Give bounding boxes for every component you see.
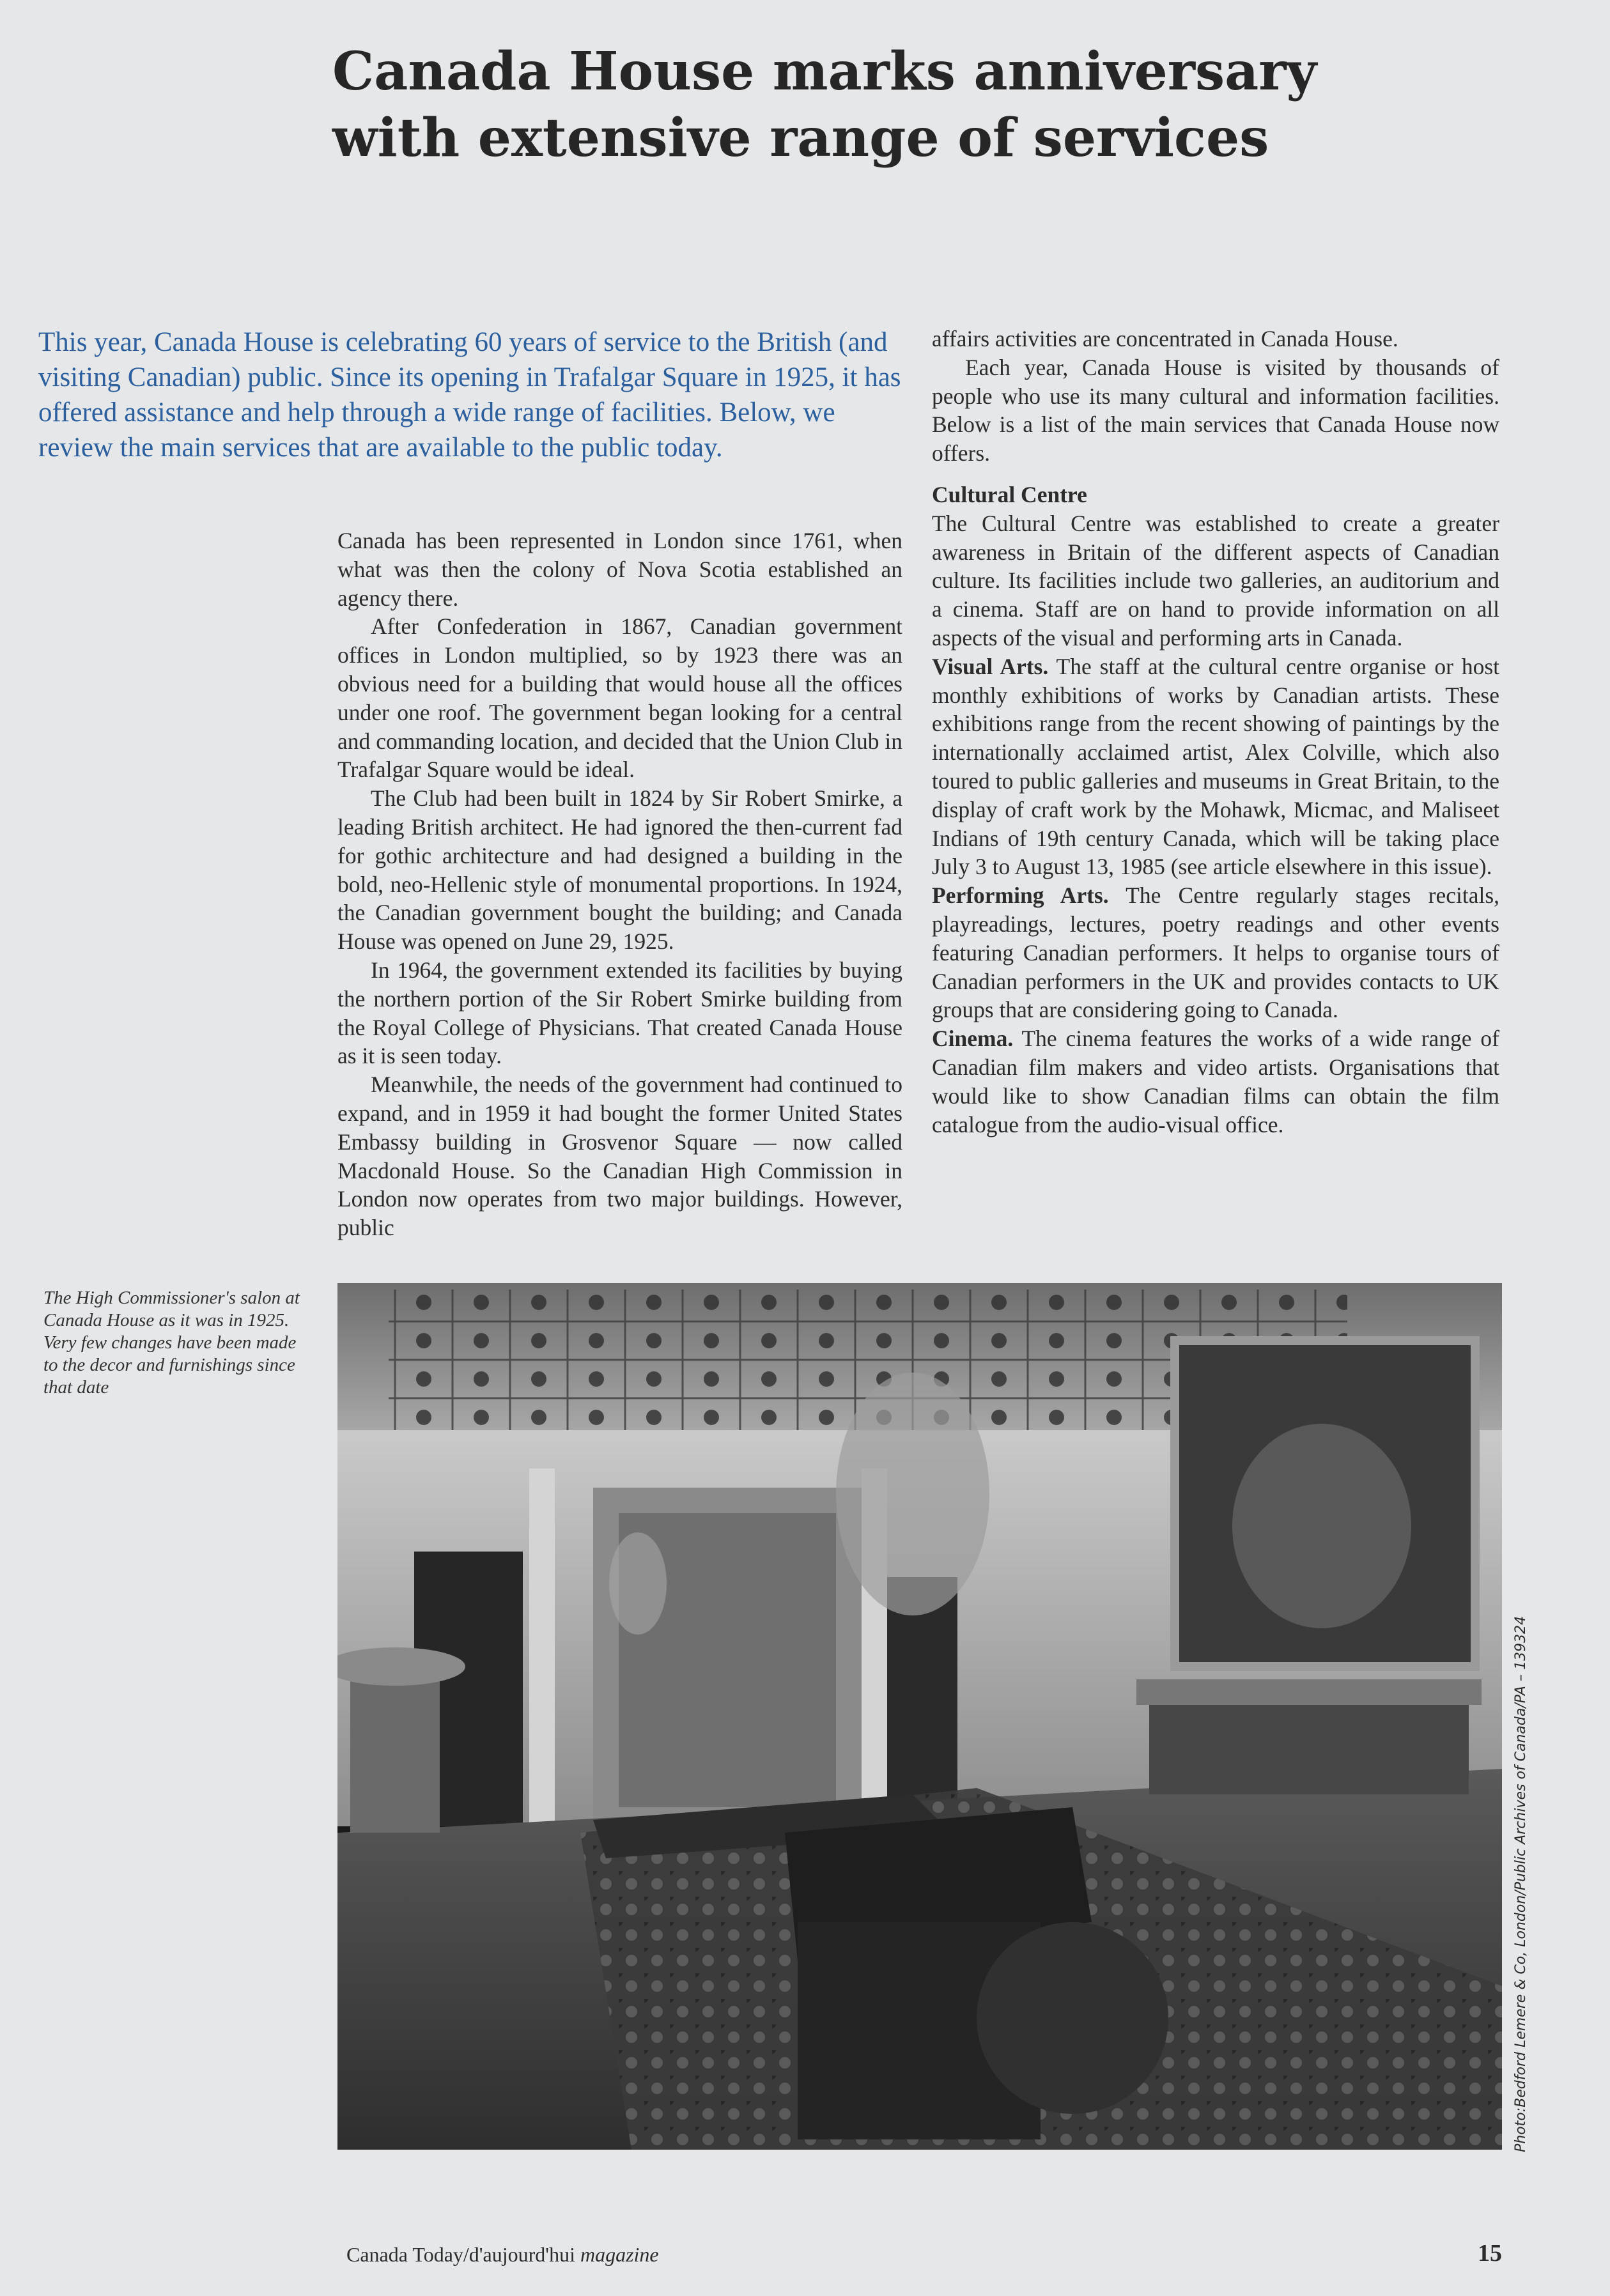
body-column-middle <box>337 527 902 1242</box>
body-paragraph: Each year, Canada House is visited by thousands of people who use its many cultural and information facilities. Below is a list of the main services that Canada House now offers. <box>932 354 1499 466</box>
body-paragraph: The Club had been built in 1824 by Sir Robert Smirke, a leading British architect. He had ignored the then-current fad for gothic architecture and had designed a building in the bold, neo-Hellenic style of monumental proportions. In 1924, the Canadian government bought the building; and Canada House was opened on June 29, 1925. <box>337 785 902 955</box>
body-paragraph: After Confederation in 1867, Canadian government offices in London multiplied, so by 1923 there was an obvious need for a building that would house all the offices under one roof. The government began looking for a central and commanding location, and decided that the Union Club in Trafalgar Square would be ideal. <box>337 613 902 783</box>
body-paragraph: affairs activities are concentrated in Canada House. <box>932 326 1398 351</box>
page-number: 15 <box>1478 2240 1502 2267</box>
paragraph-text: The cinema features the works of a wide range of Canadian film makers and video artists. Organisations that would like to show Canadian films can obtain the film catalogue from the audio-visual office. <box>932 1026 1499 1137</box>
magazine-word: magazine <box>580 2243 659 2266</box>
run-in-heading: Cinema. <box>932 1026 1014 1052</box>
body-paragraph: The Cultural Centre was established to create a greater awareness in Britain of the different aspects of Canadian culture. Its facilities include two galleries, an auditorium and a cinema. Staff are on hand to provide information on all aspects of the visual and performing arts in Canada. <box>932 510 1499 651</box>
photo-caption: The High Commissioner's salon at Canada House as it was in 1925. Very few changes have been made to the decor and furnishings since that date <box>43 1288 300 1398</box>
body-column-right <box>932 325 1499 1139</box>
article-intro: This year, Canada House is celebrating 60 years of service to the British (and visiting Canadian) public. Since its opening in Trafalgar Square in 1925, it has offered assistance and help through a wide range of facilities. Below, we review the main services that are available to the public today. <box>38 327 901 463</box>
body-paragraph: In 1964, the government extended its facilities by buying the northern portion of the Sir Robert Smirke building from the Royal College of Physicians. That created Canada House as it is seen today. <box>337 957 902 1069</box>
paragraph-text: The staff at the cultural centre organise or host monthly exhibitions of works by Canadian artists. These exhibitions range from the recent showing of paintings by the internationally acclaimed artist, Alex Colville, which also toured to public galleries and museums in Great Britain, to the display of craft work by the Mohawk, Micmac, and Maliseet Indians of 19th century Canada, which will be taking place July 3 to August 13, 1985 (see article elsewhere in this issue). <box>932 653 1499 880</box>
paragraph-text: The Centre regularly stages recitals, playreadings, lectures, poetry readings and other events featuring Canadian performers. It helps to organise tours of Canadian performers in the UK and provides contacts to UK groups that are considering going to Canada. <box>932 882 1500 1023</box>
publication-name: Canada Today/d'aujourd'hui <box>346 2243 575 2266</box>
page-footer <box>346 2243 659 2267</box>
salon-photograph <box>337 1283 1502 2150</box>
run-in-heading: Performing Arts. <box>932 882 1109 909</box>
body-paragraph-cinema <box>932 1024 1499 1139</box>
photo-credit: Photo:Bedford Lemere & Co, London/Public Archives of Canada/PA – 139324 <box>1513 1616 1529 2152</box>
body-paragraph-visual-arts <box>932 652 1499 881</box>
section-heading-cultural-centre: Cultural Centre <box>932 481 1087 507</box>
salon-photograph-illustration <box>337 1283 1502 2150</box>
run-in-heading: Visual Arts. <box>932 653 1049 679</box>
body-paragraph: Meanwhile, the needs of the government had continued to expand, and in 1959 it had bought the former United States Embassy building in Grosvenor Square — now called Macdonald House. So the Canadian High Commission in London now operates from two major buildings. However, public <box>337 1072 902 1241</box>
body-paragraph: Canada has been represented in London since 1761, when what was then the colony of Nova Scotia established an agency there. <box>337 528 902 611</box>
article-title: Canada House marks anniversary with extensive range of services <box>332 41 1317 169</box>
body-paragraph-performing-arts <box>932 881 1499 1024</box>
